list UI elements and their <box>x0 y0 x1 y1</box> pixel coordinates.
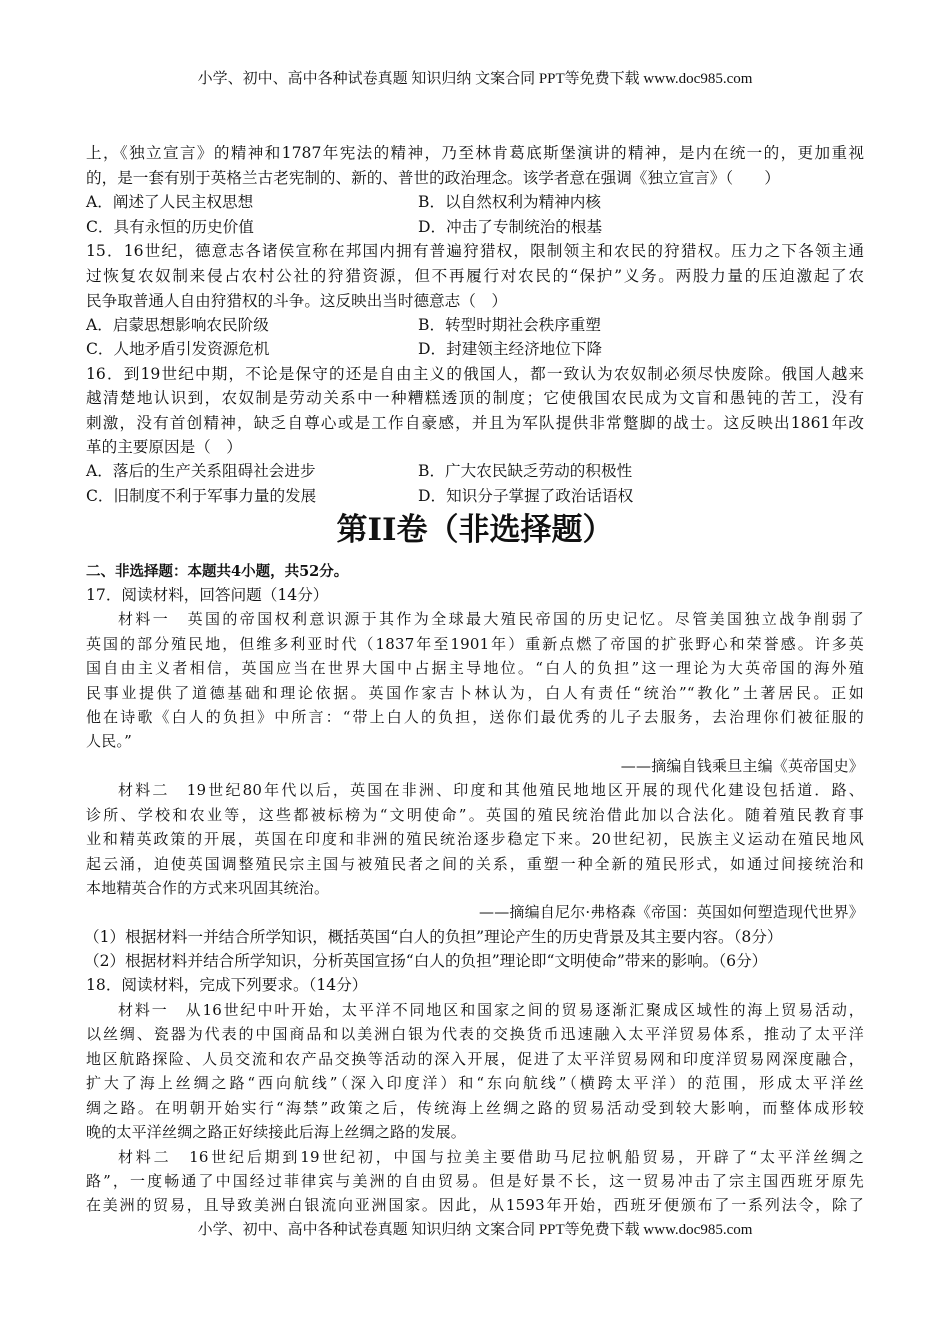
option-c: C．具有永恒的历史价值 <box>86 218 254 236</box>
material-line: 英国的部分殖民地，但维多利亚时代（1837年至1901年）重新点燃了帝国的扩张野心和荣誉感。许多英 <box>86 635 864 653</box>
question-stem-line: 越清楚地认识到，农奴制是劳动关系中一种糟糕透顶的制度；它使俄国农民成为文盲和愚钝的苦工，没有 <box>86 389 864 407</box>
material-line: 晚的太平洋丝绸之路正好续接此后海上丝绸之路的发展。 <box>86 1123 467 1141</box>
option-d: D．知识分子掌握了政治话语权 <box>418 487 634 505</box>
material-line: 材料二 16世纪后期到19世纪初，中国与拉美主要借助马尼拉帆船贸易，开辟了“太平洋丝绸之 <box>118 1148 864 1166</box>
material-line: 起云涌，迫使英国调整殖民宗主国与被殖民者之间的关系，重塑一种全新的殖民形式，如通过间接统治和 <box>86 855 864 873</box>
question-stem: 17．阅读材料，回答问题（14分） <box>86 586 329 604</box>
material-line: 地区航路探险、人员交流和农产品交换等活动的深入开展，促进了太平洋贸易网和印度洋贸易网深度融合， <box>86 1050 864 1068</box>
material-line: 材料一 英国的帝国权利意识源于其作为全球最大殖民帝国的历史记忆。尽管美国独立战争削弱了 <box>118 610 864 628</box>
question-stem-line: 16．到19世纪中期，不论是保守的还是自由主义的俄国人，都一致认为农奴制必须尽快废除。俄国人越来 <box>86 365 864 383</box>
material-line: 本地精英合作的方式来巩固其统治。 <box>86 879 330 897</box>
question-stem: 18．阅读材料，完成下列要求。（14分） <box>86 976 368 994</box>
material-line: 国自由主义者相信，英国应当在世界大国中占据主导地位。“白人的负担”这一理论为大英帝国的海外殖 <box>86 659 864 677</box>
part-2-title: 第II卷（非选择题） <box>336 512 614 548</box>
option-d: D．封建领主经济地位下降 <box>418 340 603 358</box>
material-line: 民事业提供了道德基础和理论依据。英国作家吉卜林认为，白人有责任“统治”“教化”土著居民。正如 <box>86 684 864 702</box>
material-line: 绸之路。在明朝开始实行“海禁”政策之后，传统海上丝绸之路的贸易活动受到较大影响，而整体成形较 <box>86 1099 864 1117</box>
section-heading: 二、非选择题：本题共4小题，共52分。 <box>86 563 349 580</box>
question-stem-line: 的，是一套有别于英格兰古老宪制的、新的、普世的政治理念。该学者意在强调《独立宣言》（ ） <box>86 169 780 187</box>
material-line: 材料二 19世纪80年代以后，英国在非洲、印度和其他殖民地地区开展的现代化建设包括道．路、 <box>118 781 864 799</box>
question-stem-line: 15．16世纪，德意志各诸侯宣称在邦国内拥有普遍狩猎权，限制领主和农民的狩猎权。压力之下各领主通 <box>86 242 864 260</box>
material-line: 他在诗歌《白人的负担》中所言：“带上白人的负担，送你们最优秀的儿子去服务，去治理你们被征服的 <box>86 708 864 726</box>
material-source: ——摘编自钱乘旦主编《英帝国史》 <box>620 757 864 775</box>
material-line: 以丝绸、瓷器为代表的中国商品和以美洲白银为代表的交换货币迅速融入太平洋贸易体系，推动了太平洋 <box>86 1025 864 1043</box>
option-d: D．冲击了专制统治的根基 <box>418 218 603 236</box>
option-a: A．落后的生产关系阻碍社会进步 <box>86 462 316 480</box>
question-stem-line: 革的主要原因是（ ） <box>86 438 242 456</box>
question-stem-line: 上，《独立宣言》的精神和1787年宪法的精神，乃至林肯葛底斯堡演讲的精神，是内在统一的，更加重视 <box>86 144 864 162</box>
option-a: A．阐述了人民主权思想 <box>86 193 254 211</box>
question-stem-line: 民争取普通人自由狩猎权的斗争。这反映出当时德意志（ ） <box>86 292 508 310</box>
page-header: 小学、初中、高中各种试卷真题 知识归纳 文案合同 PPT等免费下载 www.doc985.com <box>197 71 753 87</box>
sub-question-2: （2）根据材料并结合所学知识，分析英国宣扬“白人的负担”理论即“文明使命”带来的影响。（6分） <box>84 952 768 970</box>
material-line: 路”，一度畅通了中国经过菲律宾与美洲的自由贸易。但是好景不长，这一贸易冲击了宗主国西班牙原先 <box>86 1172 864 1190</box>
option-c: C．人地矛盾引发资源危机 <box>86 340 270 358</box>
option-b: B．广大农民缺乏劳动的积极性 <box>418 462 633 480</box>
question-stem-line: 刺激，没有首创精神，缺乏自尊心或是工作自豪感，并且为军队提供非常蹩脚的战士。这反映出1861年改 <box>86 414 864 432</box>
material-line: 人民。” <box>86 732 132 750</box>
option-b: B．转型时期社会秩序重塑 <box>418 316 601 334</box>
material-line: 在美洲的贸易，且导致美洲白银流向亚洲国家。因此，从1593年开始，西班牙便颁布了一系列法令，除了 <box>86 1196 864 1214</box>
question-stem-line: 过恢复农奴制来侵占农村公社的狩猎资源，但不再履行对农民的“保护”义务。两股力量的压迫激起了农 <box>86 267 864 285</box>
material-line: 扩大了海上丝绸之路“西向航线”（深入印度洋）和“东向航线”（横跨太平洋）的范围，形成太平洋丝 <box>86 1074 864 1092</box>
page-footer: 小学、初中、高中各种试卷真题 知识归纳 文案合同 PPT等免费下载 www.doc985.com <box>197 1222 753 1238</box>
option-a: A．启蒙思想影响农民阶级 <box>86 316 269 334</box>
option-b: B．以自然权利为精神内核 <box>418 193 601 211</box>
material-line: 业和精英政策的开展，英国在印度和非洲的殖民统治逐步稳定下来。20世纪初，民族主义运动在殖民地风 <box>86 830 864 848</box>
material-source: ——摘编自尼尔·弗格森《帝国：英国如何塑造现代世界》 <box>479 903 864 921</box>
material-line: 诊所、学校和农业等，这些都被标榜为“文明使命”。英国的殖民统治借此加以合法化。随着殖民教育事 <box>86 806 864 824</box>
option-c: C．旧制度不利于军事力量的发展 <box>86 487 317 505</box>
material-line: 材料一 从16世纪中叶开始，太平洋不同地区和国家之间的贸易逐渐汇聚成区域性的海上贸易活动， <box>118 1001 864 1019</box>
sub-question-1: （1）根据材料一并结合所学知识，概括英国“白人的负担”理论产生的历史背景及其主要内容。（8分） <box>84 928 783 946</box>
